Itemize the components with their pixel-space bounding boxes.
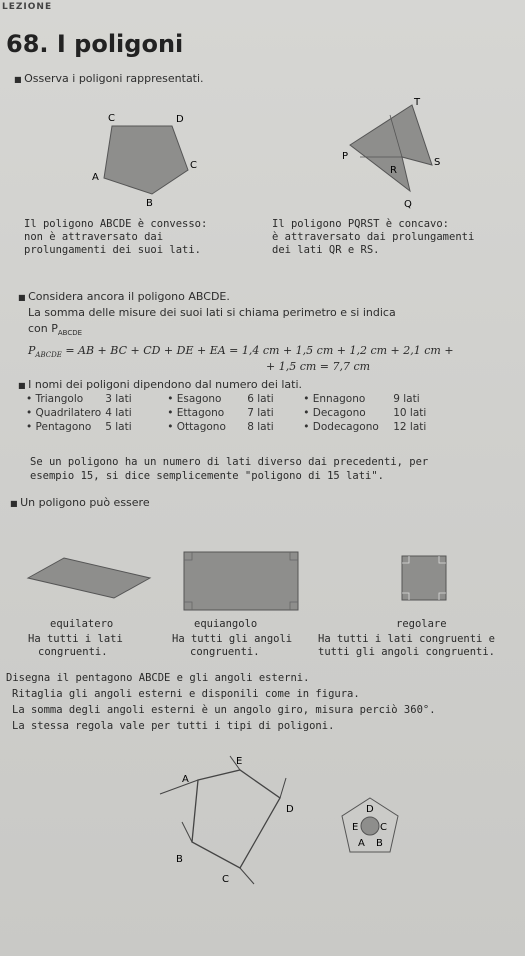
table-cell: 12 lati <box>393 421 427 433</box>
table-cell: • Ottagono <box>167 421 226 433</box>
regular-label: regolare <box>396 618 447 630</box>
table-cell: • Esagono <box>167 393 222 405</box>
section-header: LEZIONE <box>2 2 53 12</box>
concave-pentagon-figure <box>330 95 460 210</box>
caption-line: prolungamenti dei suoi lati. <box>24 244 202 256</box>
table-cell: 5 lati <box>105 421 132 433</box>
exterior-line-4: La stessa regola vale per tutti i tipi di poligoni. <box>12 720 335 732</box>
perimeter-formula-1 <box>28 344 454 359</box>
table-cell: • Decagono <box>303 407 366 419</box>
table-cell: • Ennagono <box>303 393 366 405</box>
desc-line: tutti gli angoli congruenti. <box>318 646 496 658</box>
table-cell: 7 lati <box>247 407 274 419</box>
formula-terms: = AB + BC + CD + DE + EA = 1,4 cm + 1,5 cm + 1,2 cm + 2,1 cm + <box>61 344 454 357</box>
exterior-line-3: La somma degli angoli esterni è un angolo giro, misura perciò 360°. <box>12 704 436 716</box>
perimeter-subscript: ABCDE <box>57 329 83 338</box>
perimeter-symbol-line <box>28 322 82 340</box>
vertex-label: A <box>92 172 99 183</box>
vertex-label: T <box>414 97 421 108</box>
vertex-label: Q <box>404 199 412 210</box>
exterior-line-2: Ritaglia gli angoli esterni e disponili come in figura. <box>12 688 360 700</box>
convex-pentagon-figure <box>80 108 230 208</box>
vertex-label: E <box>236 756 243 767</box>
table-cell: 3 lati <box>105 393 132 405</box>
caption-line: Il poligono ABCDE è convesso: <box>24 218 208 230</box>
table-cell: 10 lati <box>393 407 427 419</box>
names-note-1: Se un poligono ha un numero di lati diverso dai precedenti, per <box>30 456 429 468</box>
polygon-names-table <box>26 392 430 434</box>
perimeter-definition: La somma delle misure dei suoi lati si chiama perimetro e si indica <box>28 306 396 319</box>
vertex-label: B <box>176 854 183 865</box>
caption-line: Il poligono PQRST è concavo: <box>272 218 450 230</box>
caption-line: è attraversato dai prolungamenti <box>272 231 475 243</box>
table-row <box>26 392 430 406</box>
formula-symbol: P <box>28 344 36 357</box>
vertex-label: E <box>352 822 359 833</box>
exterior-line-1: Disegna il pentagono ABCDE e gli angoli esterni. <box>6 672 310 684</box>
perimeter-intro: ■ Considera ancora il poligono ABCDE. <box>18 290 230 304</box>
vertex-label: B <box>376 838 383 849</box>
equiangular-desc <box>172 633 292 659</box>
names-note-2: esempio 15, si dice semplicemente "poligono di 15 lati". <box>30 470 385 482</box>
types-intro: ■ Un poligono può essere <box>10 496 150 510</box>
vertex-label: C <box>190 160 197 171</box>
table-cell: • Pentagono <box>26 421 92 433</box>
vertex-label: D <box>176 114 184 125</box>
vertex-label: P <box>342 151 349 162</box>
rectangle-figure <box>182 550 300 614</box>
rhombus-figure <box>26 556 152 600</box>
table-row <box>26 406 430 420</box>
vertex-label: A <box>358 838 365 849</box>
desc-line: Ha tutti i lati <box>28 633 123 645</box>
table-cell: 6 lati <box>247 393 274 405</box>
caption-line: dei lati QR e RS. <box>272 244 380 256</box>
table-row <box>26 420 430 434</box>
vertex-label: D <box>286 804 294 815</box>
concave-caption <box>272 218 522 257</box>
table-cell: • Quadrilatero <box>26 407 102 419</box>
exterior-angles-full-turn <box>330 790 410 870</box>
vertex-label: R <box>390 165 397 176</box>
desc-line: Ha tutti gli angoli <box>172 633 293 645</box>
table-cell: 8 lati <box>247 421 274 433</box>
equiangular-label: equiangolo <box>194 618 258 630</box>
vertex-label: C <box>108 113 115 124</box>
desc-line: Ha tutti i lati congruenti e <box>318 633 496 645</box>
vertex-label: A <box>182 774 189 785</box>
table-cell: 4 lati <box>105 407 132 419</box>
vertex-label: C <box>380 822 387 833</box>
equilateral-desc <box>28 633 123 659</box>
desc-line: congruenti. <box>38 646 108 658</box>
exterior-angles-pentagon <box>130 750 320 890</box>
table-cell: • Triangolo <box>26 393 84 405</box>
table-cell: • Dodecagono <box>303 421 379 433</box>
perimeter-formula-2: + 1,5 cm = 7,7 cm <box>266 360 371 373</box>
perimeter-symbol: con P <box>28 322 58 335</box>
intro-text: ■ Osserva i poligoni rappresentati. <box>14 72 204 86</box>
vertex-label: C <box>222 874 229 885</box>
vertex-label: S <box>434 157 441 168</box>
vertex-label: D <box>366 804 374 815</box>
caption-line: non è attraversato dai <box>24 231 164 243</box>
square-figure <box>398 552 450 606</box>
names-intro: ■ I nomi dei poligoni dipendono dal numero dei lati. <box>18 378 302 392</box>
convex-caption <box>24 218 234 257</box>
vertex-label: B <box>146 198 153 208</box>
equilateral-label: equilatero <box>50 618 114 630</box>
table-cell: • Ettagono <box>167 407 225 419</box>
desc-line: congruenti. <box>190 646 260 658</box>
table-cell: 9 lati <box>393 393 420 405</box>
regular-desc <box>318 633 523 659</box>
formula-subscript: ABCDE <box>35 351 62 360</box>
page-title: 68. I poligoni <box>6 30 184 58</box>
